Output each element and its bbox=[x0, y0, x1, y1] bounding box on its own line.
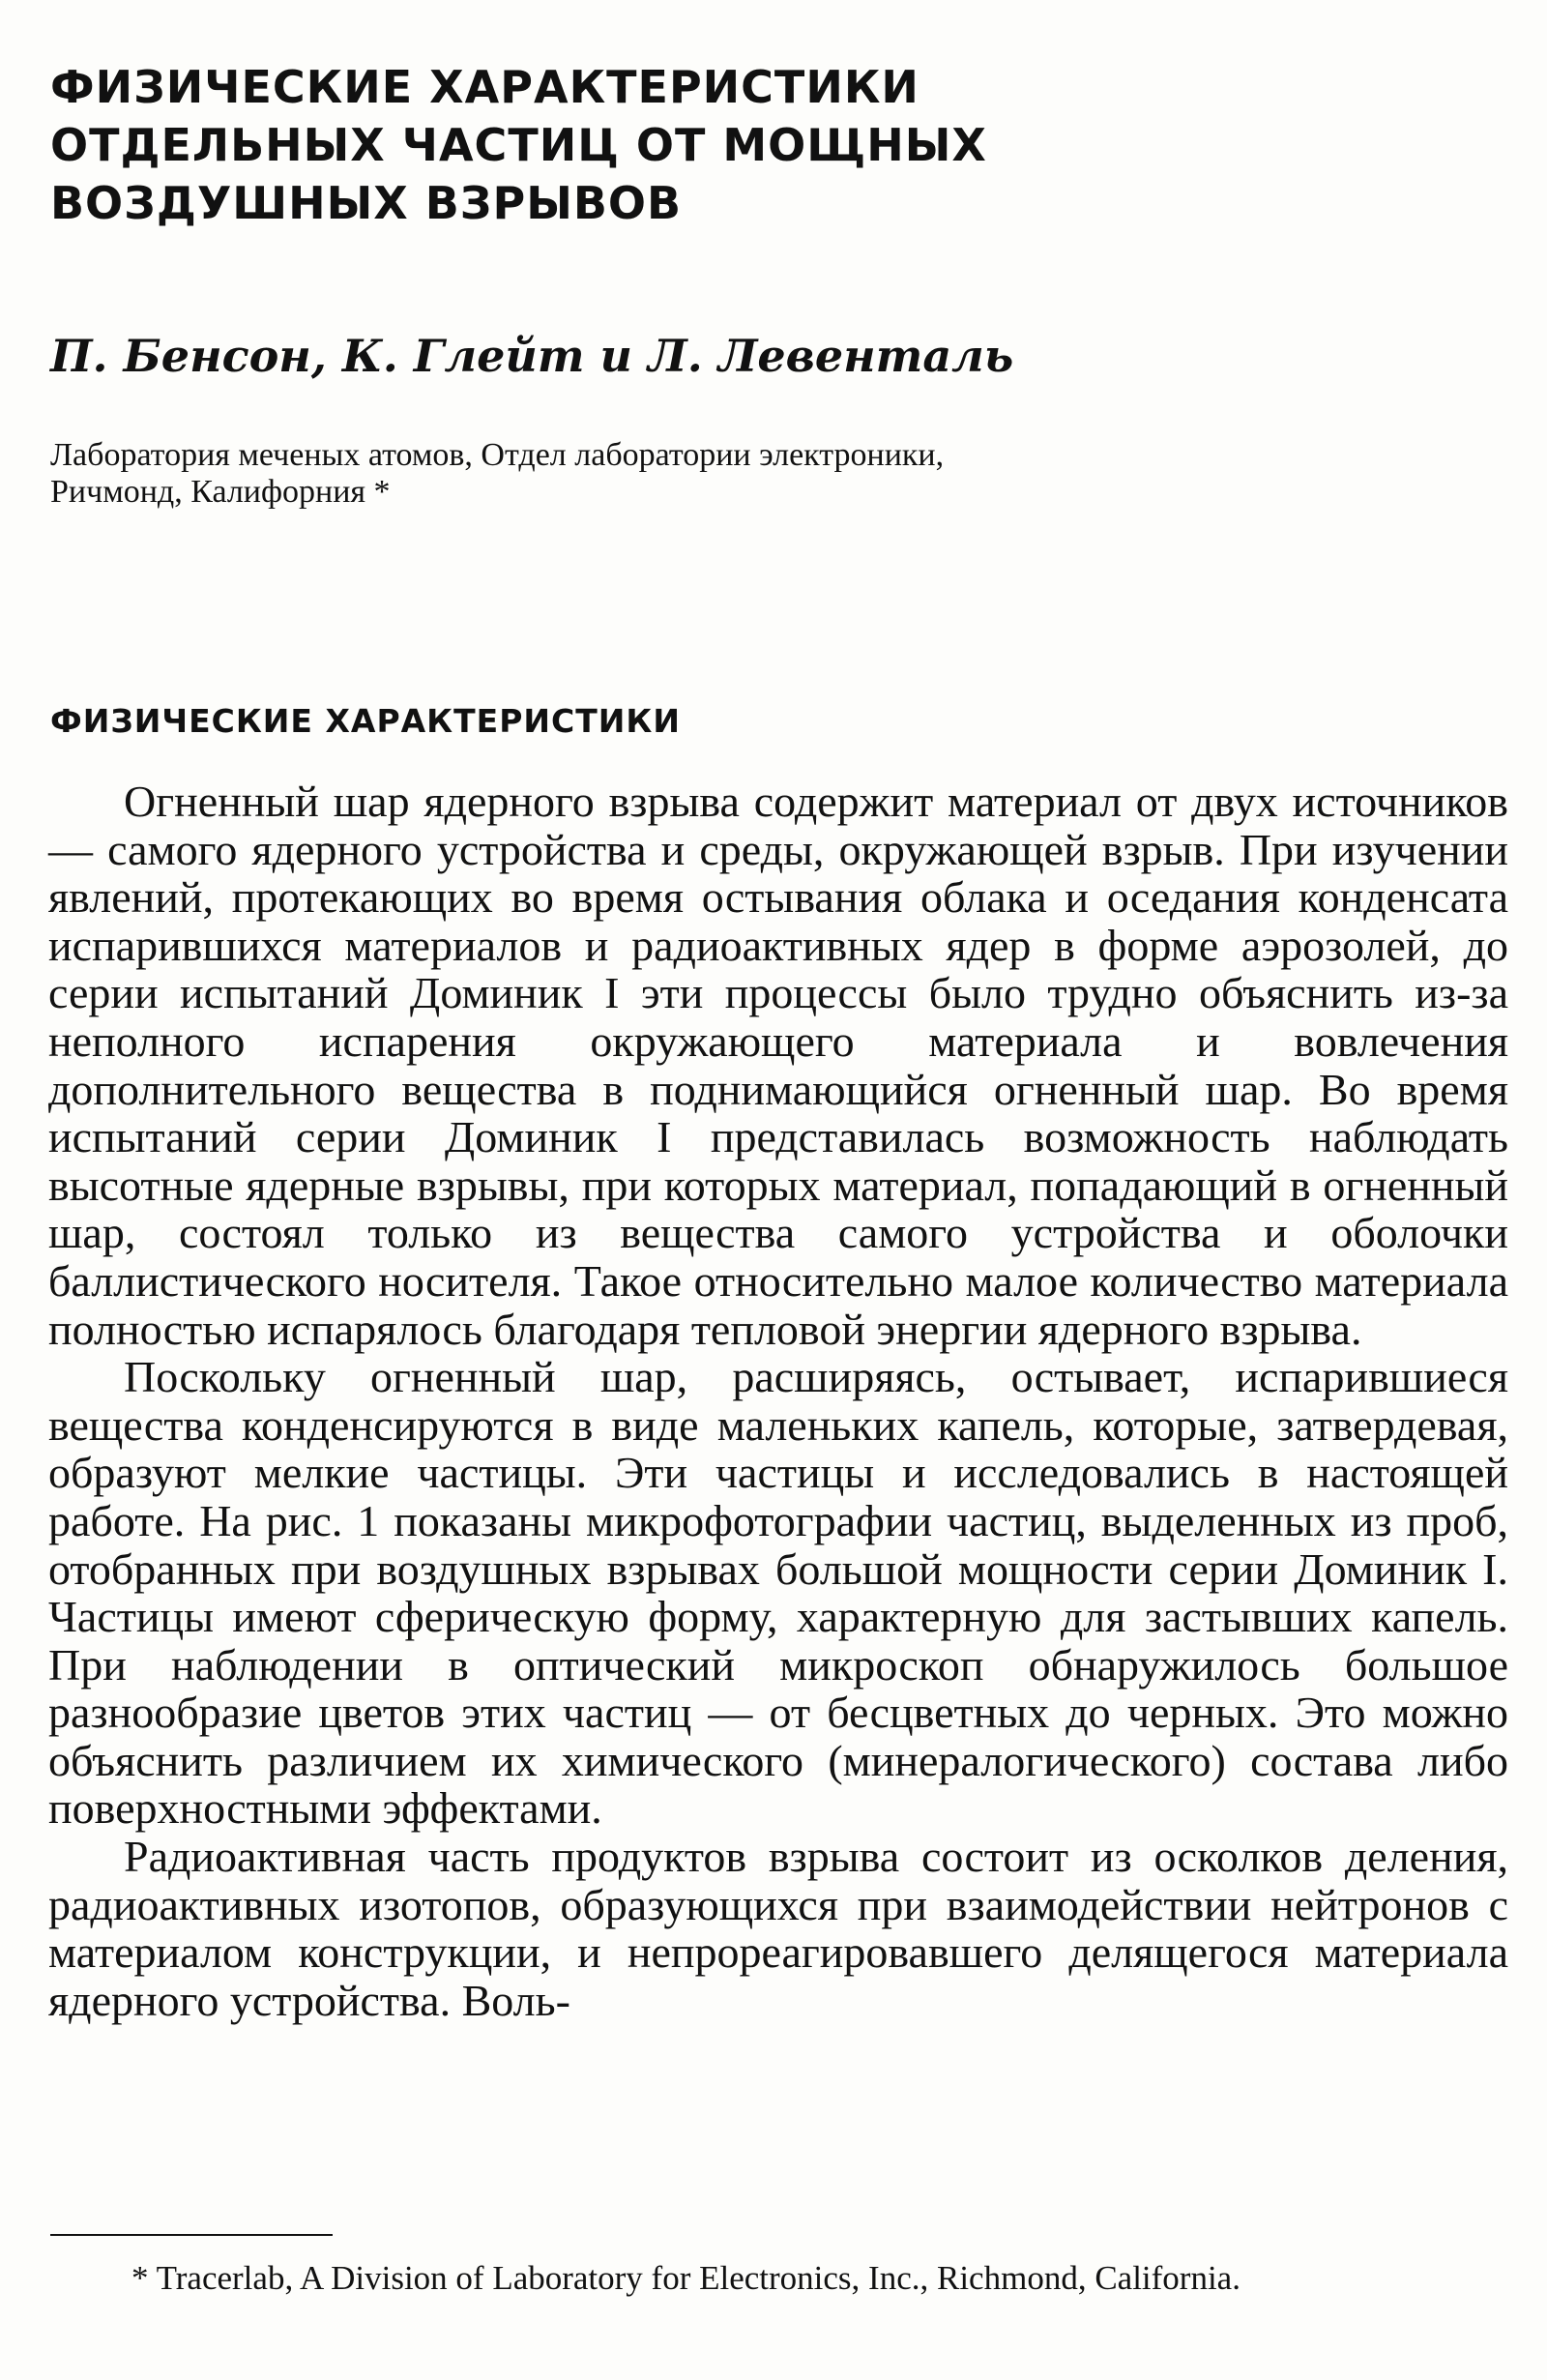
affiliation bbox=[50, 437, 1501, 511]
footnote: * Tracerlab, A Division of Laboratory for Electronics, Inc., Richmond, California. bbox=[131, 2259, 1241, 2297]
article-title bbox=[50, 58, 1307, 232]
body-paragraph: Поскольку огненный шар, расширяясь, остывает, испарившиеся вещества конденсируются в виде маленьких капель, которые, затвердевая, образуют мелкие частицы. Эти частицы и исследовались в настоящей работе. На рис. 1 показаны микрофотографии частиц, выделенных из проб, отобранных при воздушных взрывах большой мощности серии Доминик I. Частицы имеют сферическую форму, характерную для застывших капель. При наблюдении в оптический микроскоп обнаружилось большое разнообразие цветов этих частиц — от бесцветных до черных. Это можно объяснить различием их химического (минералогического) состава либо поверхностными эффектами. bbox=[48, 1352, 1508, 1834]
authors-line: П. Бенсон, К. Глейт и Л. Левенталь bbox=[50, 330, 1014, 382]
title-line: ОТДЕЛЬНЫХ ЧАСТИЦ ОТ МОЩНЫХ bbox=[50, 119, 987, 171]
footnote-divider bbox=[50, 2234, 333, 2236]
section-heading: ФИЗИЧЕСКИЕ ХАРАКТЕРИСТИКИ bbox=[50, 702, 681, 740]
affiliation-line: Ричмонд, Калифорния * bbox=[50, 474, 391, 510]
body-text bbox=[48, 778, 1508, 2024]
affiliation-line: Лаборатория меченых атомов, Отдел лаборатории электроники, bbox=[50, 437, 945, 473]
title-line: ВОЗДУШНЫХ ВЗРЫВОВ bbox=[50, 177, 683, 229]
body-paragraph: Огненный шар ядерного взрыва содержит материал от двух источников — самого ядерного устройства и среды, окружающей взрыв. При изучении явлений, протекающих во время остывания облака и оседания конденсата испарившихся материалов и радиоактивных ядер в форме аэрозолей, до серии испытаний Доминик I эти процессы было трудно объяснить из-за неполного испарения окружающего материала и вовлечения дополнительного вещества в поднимающийся огненный шар. Во время испытаний серии Доминик I представилась возможность наблюдать высотные ядерные взрывы, при которых материал, попадающий в огненный шар, состоял только из вещества самого устройства и оболочки баллистического носителя. Такое относительно малое количество материала полностью испарялось благодаря тепловой энергии ядерного взрыва. bbox=[48, 777, 1508, 1354]
body-paragraph: Радиоактивная часть продуктов взрыва состоит из осколков деления, радиоактивных изотопов, образующихся при взаимодействии нейтронов с материалом конструкции, и непрореагировавшего делящегося материала ядерного устройства. Воль- bbox=[48, 1832, 1508, 2025]
title-line: ФИЗИЧЕСКИЕ ХАРАКТЕРИСТИКИ bbox=[50, 61, 919, 113]
